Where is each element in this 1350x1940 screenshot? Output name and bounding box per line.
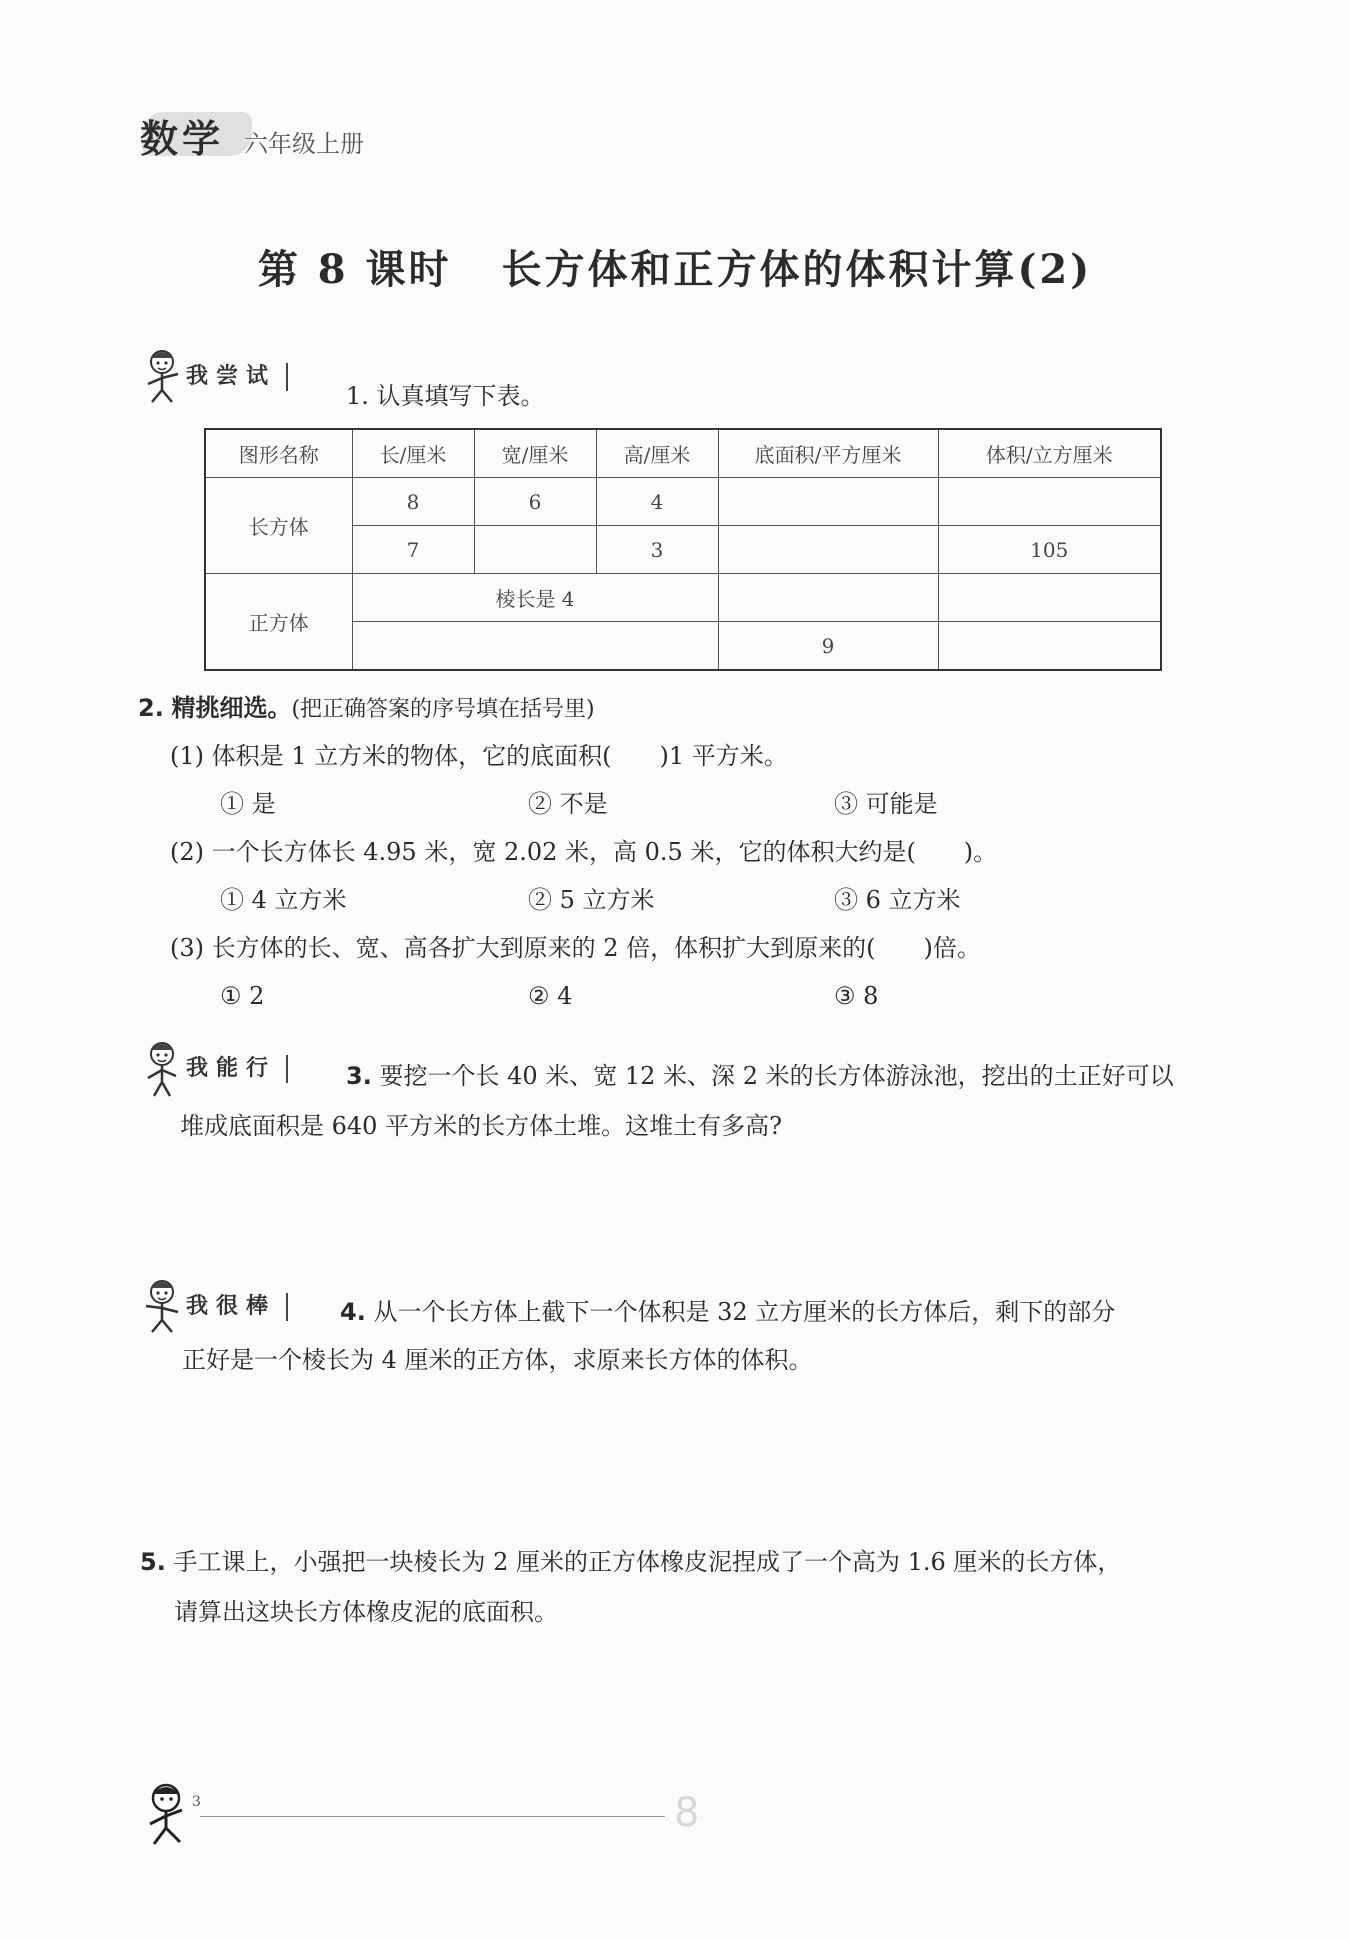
subject-title: 数学: [140, 117, 225, 161]
question-3-line-2: 堆成底面积是 640 平方米的长方体土堆。这堆土有多高?: [180, 1112, 782, 1140]
option-1[interactable]: ① 4 立方米: [220, 886, 347, 914]
table-header-cell: 底面积/平方厘米: [718, 429, 938, 478]
option-1[interactable]: ① 是: [220, 790, 276, 818]
question-1-text: 1. 认真填写下表。: [346, 382, 545, 410]
lesson-title: [0, 238, 1350, 295]
question-2-2-stem: (2) 一个长方体长 4.95 米，宽 2.02 米，高 0.5 米，它的体积大约是( )。: [170, 838, 998, 866]
answer-cell[interactable]: [938, 478, 1161, 526]
footer-small-number: 3: [192, 1794, 201, 1810]
section-label-try: 我尝试: [186, 363, 288, 391]
table-header-cell: 图形名称: [205, 429, 352, 478]
table-header-cell: 高/厘米: [596, 429, 718, 478]
page-header: [140, 108, 364, 163]
page-number: 8: [674, 1790, 700, 1836]
answer-cell[interactable]: [474, 526, 596, 574]
question-2-title: 2. 精挑细选。(把正确答案的序号填在括号里): [138, 694, 595, 722]
table-row: [205, 574, 1161, 622]
answer-cell[interactable]: [718, 574, 938, 622]
table-cell: 棱长是 4: [352, 574, 718, 622]
section-badge-great: [138, 1276, 288, 1338]
question-4-line-1: 4. 从一个长方体上截下一个体积是 32 立方厘米的长方体后，剩下的部分: [340, 1298, 1116, 1326]
table-row: [205, 478, 1161, 526]
row-label-cuboid: 长方体: [205, 478, 352, 574]
option-3[interactable]: ③ 8: [834, 982, 879, 1010]
table-header-cell: 长/厘米: [352, 429, 474, 478]
row-label-cube: 正方体: [205, 574, 352, 671]
section-label-can: 我能行: [186, 1055, 288, 1083]
running-kid-icon: [140, 1780, 196, 1850]
kid-mascot-icon: [138, 1276, 192, 1338]
question-5-line-1: 5. 手工课上，小强把一块棱长为 2 厘米的正方体橡皮泥捏成了一个高为 1.6 厘米的长方体，: [140, 1548, 1122, 1576]
section-badge-can: [138, 1038, 288, 1100]
table-header-cell: 体积/立方厘米: [938, 429, 1161, 478]
question-2-1-stem: (1) 体积是 1 立方米的物体，它的底面积( )1 平方米。: [170, 742, 788, 770]
table-cell: 3: [596, 526, 718, 574]
question-4-line-2: 正好是一个棱长为 4 厘米的正方体，求原来长方体的体积。: [182, 1346, 813, 1374]
option-3[interactable]: ③ 可能是: [834, 790, 938, 818]
option-1[interactable]: ① 2: [220, 982, 265, 1010]
question-2-3-stem: (3) 长方体的长、宽、高各扩大到原来的 2 倍，体积扩大到原来的( )倍。: [170, 934, 981, 962]
section-label-great: 我很棒: [186, 1293, 288, 1321]
table-header-cell: 宽/厘米: [474, 429, 596, 478]
option-2[interactable]: ② 不是: [528, 790, 608, 818]
table-cell: 8: [352, 478, 474, 526]
answer-cell[interactable]: [352, 622, 718, 671]
option-3[interactable]: ③ 6 立方米: [834, 886, 961, 914]
table-cell: 4: [596, 478, 718, 526]
answer-cell[interactable]: [718, 526, 938, 574]
table-cell: 7: [352, 526, 474, 574]
table-cell: 105: [938, 526, 1161, 574]
lesson-topic: 长方体和正方体的体积计算(2): [501, 246, 1093, 293]
fill-in-table: [204, 428, 1162, 671]
answer-cell[interactable]: [718, 478, 938, 526]
table-cell: 6: [474, 478, 596, 526]
kid-mascot-icon: [138, 1038, 192, 1100]
section-badge-try: [138, 346, 288, 408]
table-cell: 9: [718, 622, 938, 671]
answer-cell[interactable]: [938, 622, 1161, 671]
footer-rule: [200, 1816, 665, 1817]
option-2[interactable]: ② 4: [528, 982, 573, 1010]
lesson-number: 第 8 课时: [257, 246, 452, 293]
question-5-line-2: 请算出这块长方体橡皮泥的底面积。: [174, 1598, 558, 1626]
kid-mascot-icon: [138, 346, 192, 408]
table-header-row: [205, 429, 1161, 478]
option-2[interactable]: ② 5 立方米: [528, 886, 655, 914]
grade-label: 六年级上册: [244, 130, 365, 158]
question-3-line-1: 3. 要挖一个长 40 米、宽 12 米、深 2 米的长方体游泳池，挖出的土正好可以: [346, 1062, 1174, 1090]
answer-cell[interactable]: [938, 574, 1161, 622]
